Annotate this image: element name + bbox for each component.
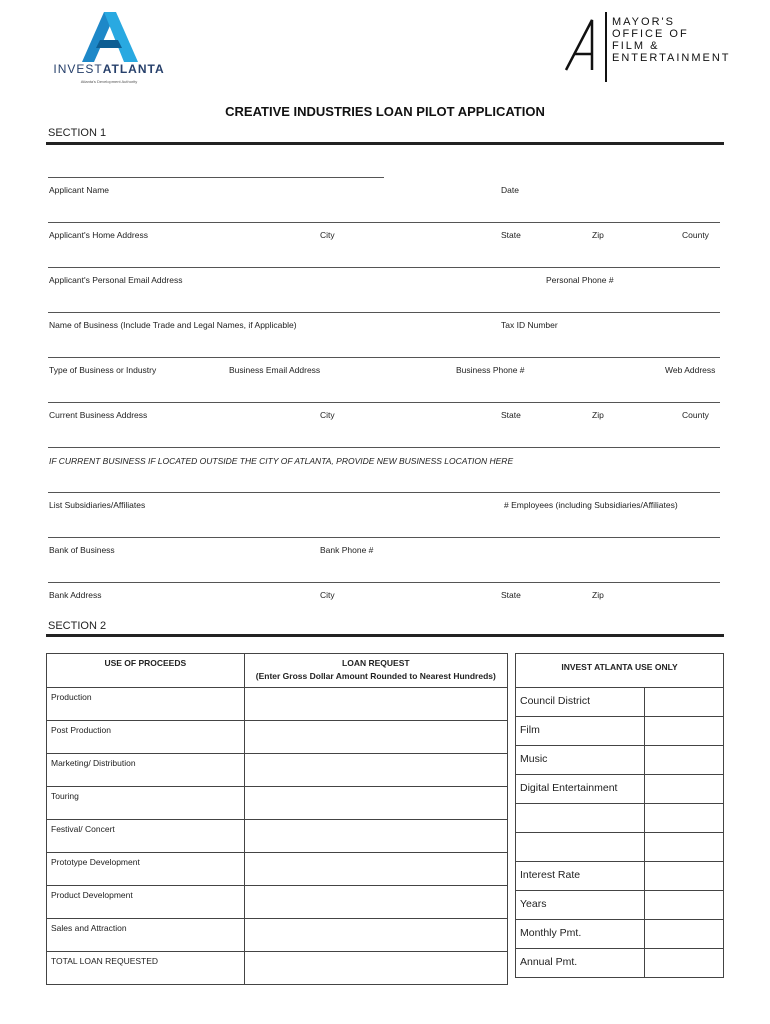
- table-row: [516, 891, 724, 920]
- bank-address-label: Bank Address: [49, 590, 102, 600]
- invest-atlanta-name-regular: INVEST: [53, 62, 103, 76]
- subsidiaries-label: List Subsidiaries/Affiliates: [49, 500, 146, 510]
- section-2-divider: [46, 634, 724, 637]
- table-row: [516, 949, 724, 978]
- invest-atlanta-logo: [44, 10, 174, 88]
- proceeds-label: Marketing/ Distribution: [47, 754, 245, 787]
- ia-row-label: Music: [516, 746, 645, 775]
- ia-value-cell[interactable]: [644, 862, 723, 891]
- table-row: [47, 787, 508, 820]
- proceeds-label: Post Production: [47, 721, 245, 754]
- ia-value-cell[interactable]: [644, 688, 723, 717]
- ia-value-cell[interactable]: [644, 949, 723, 978]
- county-label-2: County: [682, 410, 709, 420]
- loan-amount-cell[interactable]: [244, 754, 507, 787]
- total-loan-cell[interactable]: [244, 952, 507, 985]
- ia-row-label: Annual Pmt.: [516, 949, 645, 978]
- proceeds-label: Sales and Attraction: [47, 919, 245, 952]
- table-row: [516, 717, 724, 746]
- loan-request-header-line1: LOAN REQUEST: [342, 658, 410, 668]
- loan-amount-cell[interactable]: [244, 688, 507, 721]
- ia-value-cell[interactable]: [644, 891, 723, 920]
- proceeds-label: Prototype Development: [47, 853, 245, 886]
- mofe-logo: [562, 12, 732, 84]
- home-address-line[interactable]: [48, 222, 720, 223]
- state-label-2: State: [501, 410, 521, 420]
- home-address-label: Applicant's Home Address: [49, 230, 148, 240]
- ia-value-cell[interactable]: [644, 804, 723, 833]
- zip-label-1: Zip: [592, 230, 604, 240]
- total-loan-label: TOTAL LOAN REQUESTED: [47, 952, 245, 985]
- ia-value-cell[interactable]: [644, 717, 723, 746]
- table-row: [47, 919, 508, 952]
- ia-row-label: Film: [516, 717, 645, 746]
- ia-value-cell[interactable]: [644, 775, 723, 804]
- business-phone-label: Business Phone #: [456, 365, 525, 375]
- ia-row-label: Monthly Pmt.: [516, 920, 645, 949]
- invest-atlanta-use-table: [515, 653, 724, 978]
- mofe-line-2: OFFICE OF: [612, 28, 689, 40]
- city-label-3: City: [320, 590, 335, 600]
- personal-phone-label: Personal Phone #: [546, 275, 614, 285]
- business-name-label: Name of Business (Include Trade and Legal Names, if Applicable): [49, 320, 297, 330]
- table-row: [47, 952, 508, 985]
- proceeds-label: Product Development: [47, 886, 245, 919]
- zip-label-3: Zip: [592, 590, 604, 600]
- section-2-label: SECTION 2: [48, 620, 107, 632]
- loan-request-header: [244, 654, 507, 688]
- business-email-label: Business Email Address: [229, 365, 321, 375]
- bank-line[interactable]: [48, 537, 720, 538]
- web-address-label: Web Address: [665, 365, 716, 375]
- personal-email-line[interactable]: [48, 267, 720, 268]
- mofe-line-4: ENTERTAINMENT: [612, 52, 731, 64]
- table-row: [516, 862, 724, 891]
- mofe-line-1: MAYOR'S: [612, 16, 675, 28]
- invest-atlanta-mark-icon: [74, 10, 144, 62]
- ia-row-label: [516, 833, 645, 862]
- table-row: [47, 820, 508, 853]
- ia-row-label: Interest Rate: [516, 862, 645, 891]
- current-address-line[interactable]: [48, 402, 720, 403]
- table-row: [516, 775, 724, 804]
- business-type-line[interactable]: [48, 357, 720, 358]
- bank-label: Bank of Business: [49, 545, 115, 555]
- invest-atlanta-name-bold: ATLANTA: [102, 62, 165, 76]
- ia-row-label: Council District: [516, 688, 645, 717]
- table-row: [47, 754, 508, 787]
- ia-row-label: Digital Entertainment: [516, 775, 645, 804]
- table-row: [516, 833, 724, 862]
- table-row: [516, 804, 724, 833]
- outside-atlanta-note: IF CURRENT BUSINESS IF LOCATED OUTSIDE THE CITY OF ATLANTA, PROVIDE NEW BUSINESS LOCATION HERE: [49, 456, 514, 466]
- use-of-proceeds-header: USE OF PROCEEDS: [47, 654, 245, 688]
- business-type-label: Type of Business or Industry: [49, 365, 157, 375]
- table-row: [516, 920, 724, 949]
- state-label-1: State: [501, 230, 521, 240]
- bank-phone-label: Bank Phone #: [320, 545, 374, 555]
- page-title: CREATIVE INDUSTRIES LOAN PILOT APPLICATION: [225, 104, 545, 119]
- mofe-a-mark-icon: [562, 12, 610, 84]
- proceeds-label: Touring: [47, 787, 245, 820]
- table-row: [47, 853, 508, 886]
- current-address-label: Current Business Address: [49, 410, 148, 420]
- ia-value-cell[interactable]: [644, 833, 723, 862]
- subsidiaries-line[interactable]: [48, 492, 720, 493]
- table-row: [516, 688, 724, 717]
- tax-id-label: Tax ID Number: [501, 320, 558, 330]
- employees-label: # Employees (including Subsidiaries/Affiliates): [504, 500, 678, 510]
- ia-row-label: Years: [516, 891, 645, 920]
- table-row: [47, 688, 508, 721]
- mofe-text: [612, 16, 731, 64]
- ia-value-cell[interactable]: [644, 920, 723, 949]
- table-row: [516, 746, 724, 775]
- applicant-name-line[interactable]: [48, 177, 384, 178]
- business-name-line[interactable]: [48, 312, 720, 313]
- county-label-1: County: [682, 230, 709, 240]
- personal-email-label: Applicant's Personal Email Address: [49, 275, 183, 285]
- loan-request-header-line2: (Enter Gross Dollar Amount Rounded to Nearest Hundreds): [255, 671, 496, 681]
- loan-amount-cell[interactable]: [244, 787, 507, 820]
- loan-amount-cell[interactable]: [244, 853, 507, 886]
- proceeds-label: Production: [47, 688, 245, 721]
- ia-value-cell[interactable]: [644, 746, 723, 775]
- ia-row-label: [516, 804, 645, 833]
- city-label-1: City: [320, 230, 335, 240]
- section-1-divider: [46, 142, 724, 145]
- loan-amount-cell[interactable]: [244, 886, 507, 919]
- proceeds-table: [46, 653, 508, 985]
- bank-address-line[interactable]: [48, 582, 720, 583]
- proceeds-label: Festival/ Concert: [47, 820, 245, 853]
- loan-amount-cell[interactable]: [244, 820, 507, 853]
- section-1-label: SECTION 1: [48, 127, 107, 139]
- loan-amount-cell[interactable]: [244, 919, 507, 952]
- state-label-3: State: [501, 590, 521, 600]
- loan-amount-cell[interactable]: [244, 721, 507, 754]
- mofe-line-3: FILM &: [612, 40, 660, 52]
- applicant-name-label: Applicant Name: [49, 185, 110, 195]
- new-location-line[interactable]: [48, 447, 720, 448]
- date-label: Date: [501, 185, 519, 195]
- city-label-2: City: [320, 410, 335, 420]
- invest-atlanta-subtitle: Atlanta's Development Authority: [80, 79, 138, 84]
- table-row: [47, 721, 508, 754]
- table-row: [47, 886, 508, 919]
- zip-label-2: Zip: [592, 410, 604, 420]
- ia-use-header: INVEST ATLANTA USE ONLY: [516, 654, 724, 688]
